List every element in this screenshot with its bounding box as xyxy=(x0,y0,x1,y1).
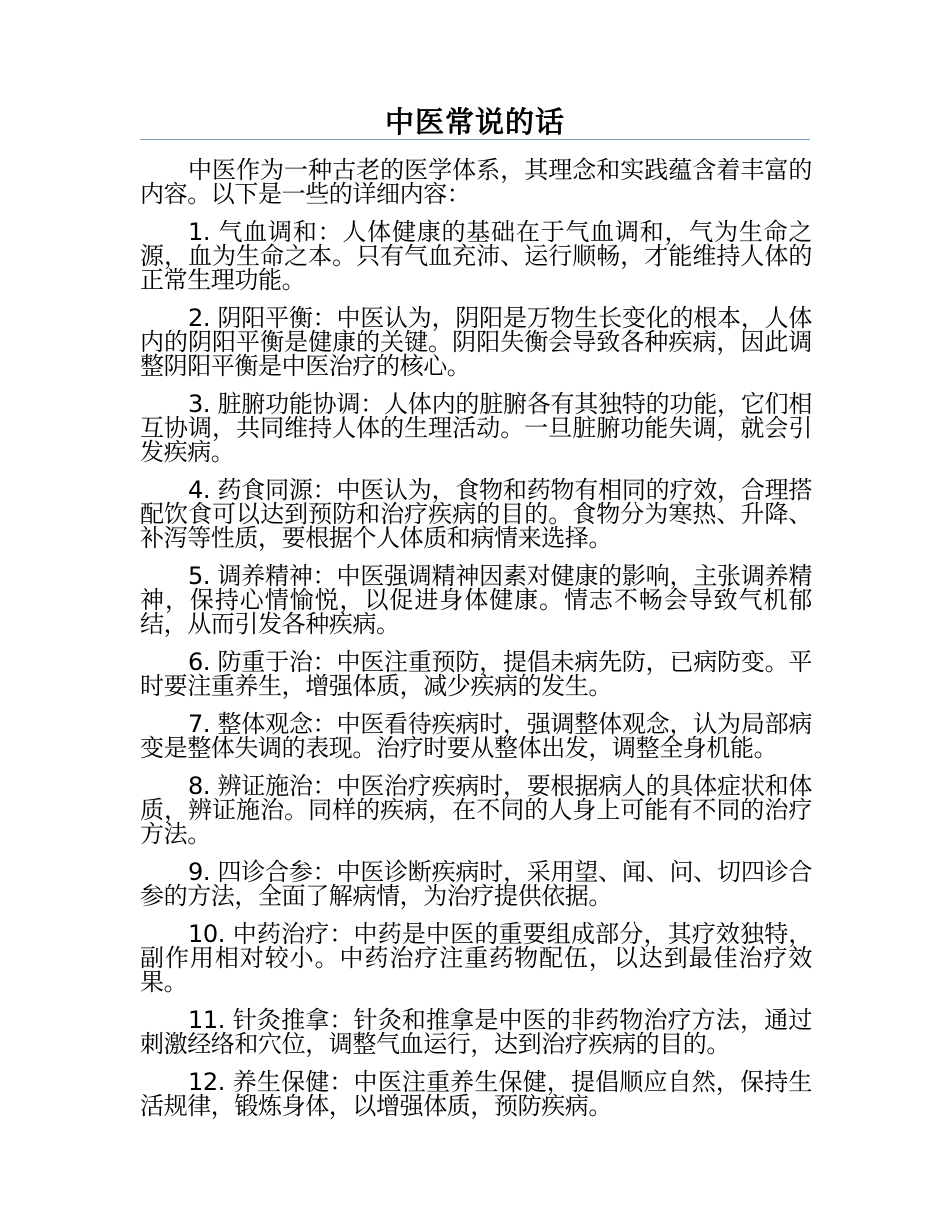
item-paragraph-5: 5. 调养精神：中医强调精神因素对健康的影响，主张调养精神，保持心情愉悦，以促进身体健康。情志不畅会导致气机郁结，从而引发各种疾病。 xyxy=(140,562,812,638)
item-paragraph-11: 11. 针灸推拿：针灸和推拿是中医的非药物治疗方法，通过刺激经络和穴位，调整气血运行，达到治疗疾病的目的。 xyxy=(140,1006,812,1058)
item-paragraph-12: 12. 养生保健：中医注重养生保健，提倡顺应自然，保持生活规律，锻炼身体，以增强体质，预防疾病。 xyxy=(140,1068,812,1120)
item-paragraph-8: 8. 辨证施治：中医治疗疾病时，要根据病人的具体症状和体质，辨证施治。同样的疾病，在不同的人身上可能有不同的治疗方法。 xyxy=(140,772,812,848)
item-paragraph-1: 1. 气血调和：人体健康的基础在于气血调和，气为生命之源，血为生命之本。只有气血充沛、运行顺畅，才能维持人体的正常生理功能。 xyxy=(140,218,812,294)
item-paragraph-3: 3. 脏腑功能协调：人体内的脏腑各有其独特的功能，它们相互协调，共同维持人体的生理活动。一旦脏腑功能失调，就会引发疾病。 xyxy=(140,390,812,466)
item-paragraph-10: 10. 中药治疗：中药是中医的重要组成部分，其疗效独特，副作用相对较小。中药治疗注重药物配伍，以达到最佳治疗效果。 xyxy=(140,920,812,996)
title-underline-divider xyxy=(140,139,810,140)
intro-paragraph: 中医作为一种古老的医学体系，其理念和实践蕴含着丰富的内容。以下是一些的详细内容： xyxy=(140,156,812,208)
item-paragraph-2: 2. 阴阳平衡：中医认为，阴阳是万物生长变化的根本，人体内的阴阳平衡是健康的关键。阴阳失衡会导致各种疾病，因此调整阴阳平衡是中医治疗的核心。 xyxy=(140,304,812,380)
page-title: 中医常说的话 xyxy=(384,105,565,139)
item-paragraph-6: 6. 防重于治：中医注重预防，提倡未病先防，已病防变。平时要注重养生，增强体质，减少疾病的发生。 xyxy=(140,648,812,700)
item-paragraph-4: 4. 药食同源：中医认为，食物和药物有相同的疗效，合理搭配饮食可以达到预防和治疗疾病的目的。食物分为寒热、升降、补泻等性质，要根据个人体质和病情来选择。 xyxy=(140,476,812,552)
item-paragraph-7: 7. 整体观念：中医看待疾病时，强调整体观念，认为局部病变是整体失调的表现。治疗时要从整体出发，调整全身机能。 xyxy=(140,710,812,762)
item-paragraph-9: 9. 四诊合参：中医诊断疾病时，采用望、闻、问、切四诊合参的方法，全面了解病情，为治疗提供依据。 xyxy=(140,858,812,910)
document-body xyxy=(140,158,812,1132)
